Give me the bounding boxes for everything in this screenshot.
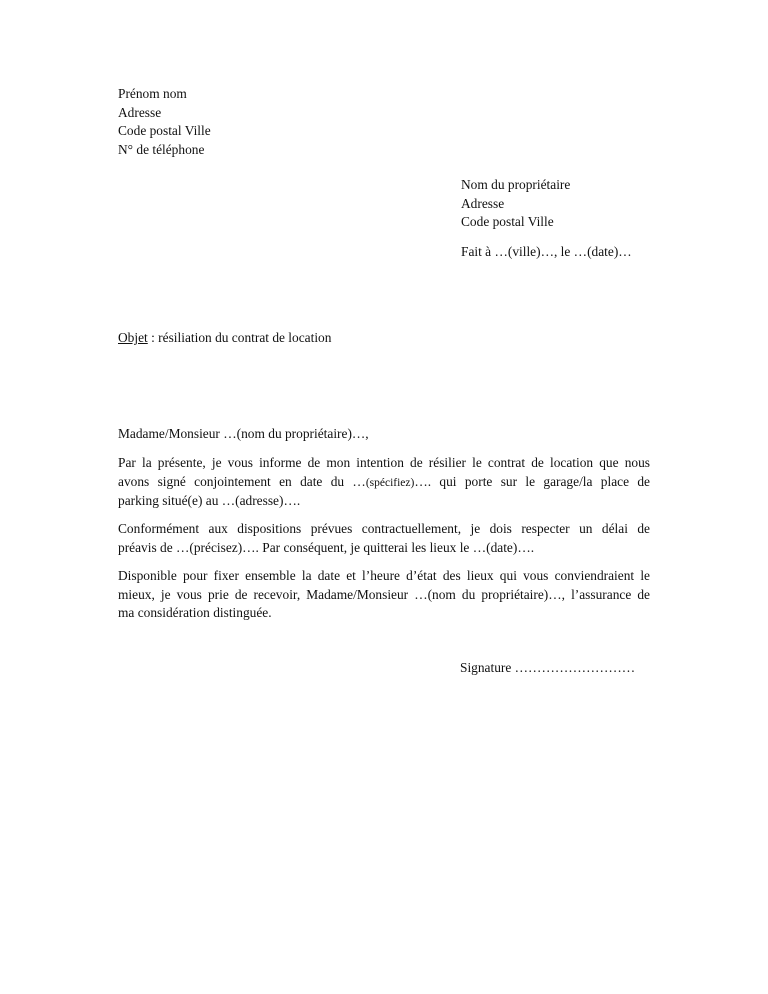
salutation: Madame/Monsieur …(nom du propriétaire)…,: [118, 426, 369, 441]
paragraph-line: parking situé(e) au …(adresse)….: [118, 493, 301, 508]
sender-block: [118, 85, 211, 159]
paragraph-line: ma considération distinguée.: [118, 605, 272, 620]
paragraph-line: Disponible pour fixer ensemble la date et l’heure d’état des lieux qui vous conviendraient le: [118, 568, 650, 583]
subject-label: Objet: [118, 330, 148, 345]
paragraph-line: [118, 473, 650, 493]
recipient-city: Code postal Ville: [461, 214, 554, 229]
paragraph-text: …. qui porte sur le garage/la place de: [414, 473, 650, 489]
sender-phone: N° de téléphone: [118, 141, 205, 157]
body-paragraph-1: [118, 454, 650, 511]
body-paragraph-2: [118, 520, 650, 557]
sender-address: Adresse: [118, 104, 162, 120]
recipient-block: [461, 176, 570, 232]
recipient-address: Adresse: [461, 195, 505, 211]
subject-line: [118, 329, 331, 348]
paragraph-line: Conformément aux dispositions prévues contractuellement, je dois respecter un délai de: [118, 521, 650, 536]
signature-line: Signature ………………………: [460, 660, 636, 675]
paragraph-line: préavis de …(précisez)…. Par conséquent, je quitterai les lieux le …(date)….: [118, 539, 535, 555]
place-date: Fait à …(ville)…, le …(date)…: [461, 244, 632, 259]
paragraph-text-small: (spécifiez): [365, 476, 415, 489]
recipient-name: Nom du propriétaire: [461, 177, 571, 192]
paragraph-line: mieux, je vous prie de recevoir, Madame/Monsieur …(nom du propriétaire)…, l’assurance de: [118, 586, 650, 602]
sender-name: Prénom nom: [118, 86, 187, 101]
body-paragraph-3: [118, 567, 650, 623]
sender-city: Code postal Ville: [118, 123, 211, 138]
paragraph-line: Par la présente, je vous informe de mon intention de résilier le contrat de location que nous: [118, 455, 650, 470]
paragraph-text: avons signé conjointement en date du …: [118, 473, 366, 489]
subject-text: : résiliation du contrat de location: [147, 330, 332, 345]
